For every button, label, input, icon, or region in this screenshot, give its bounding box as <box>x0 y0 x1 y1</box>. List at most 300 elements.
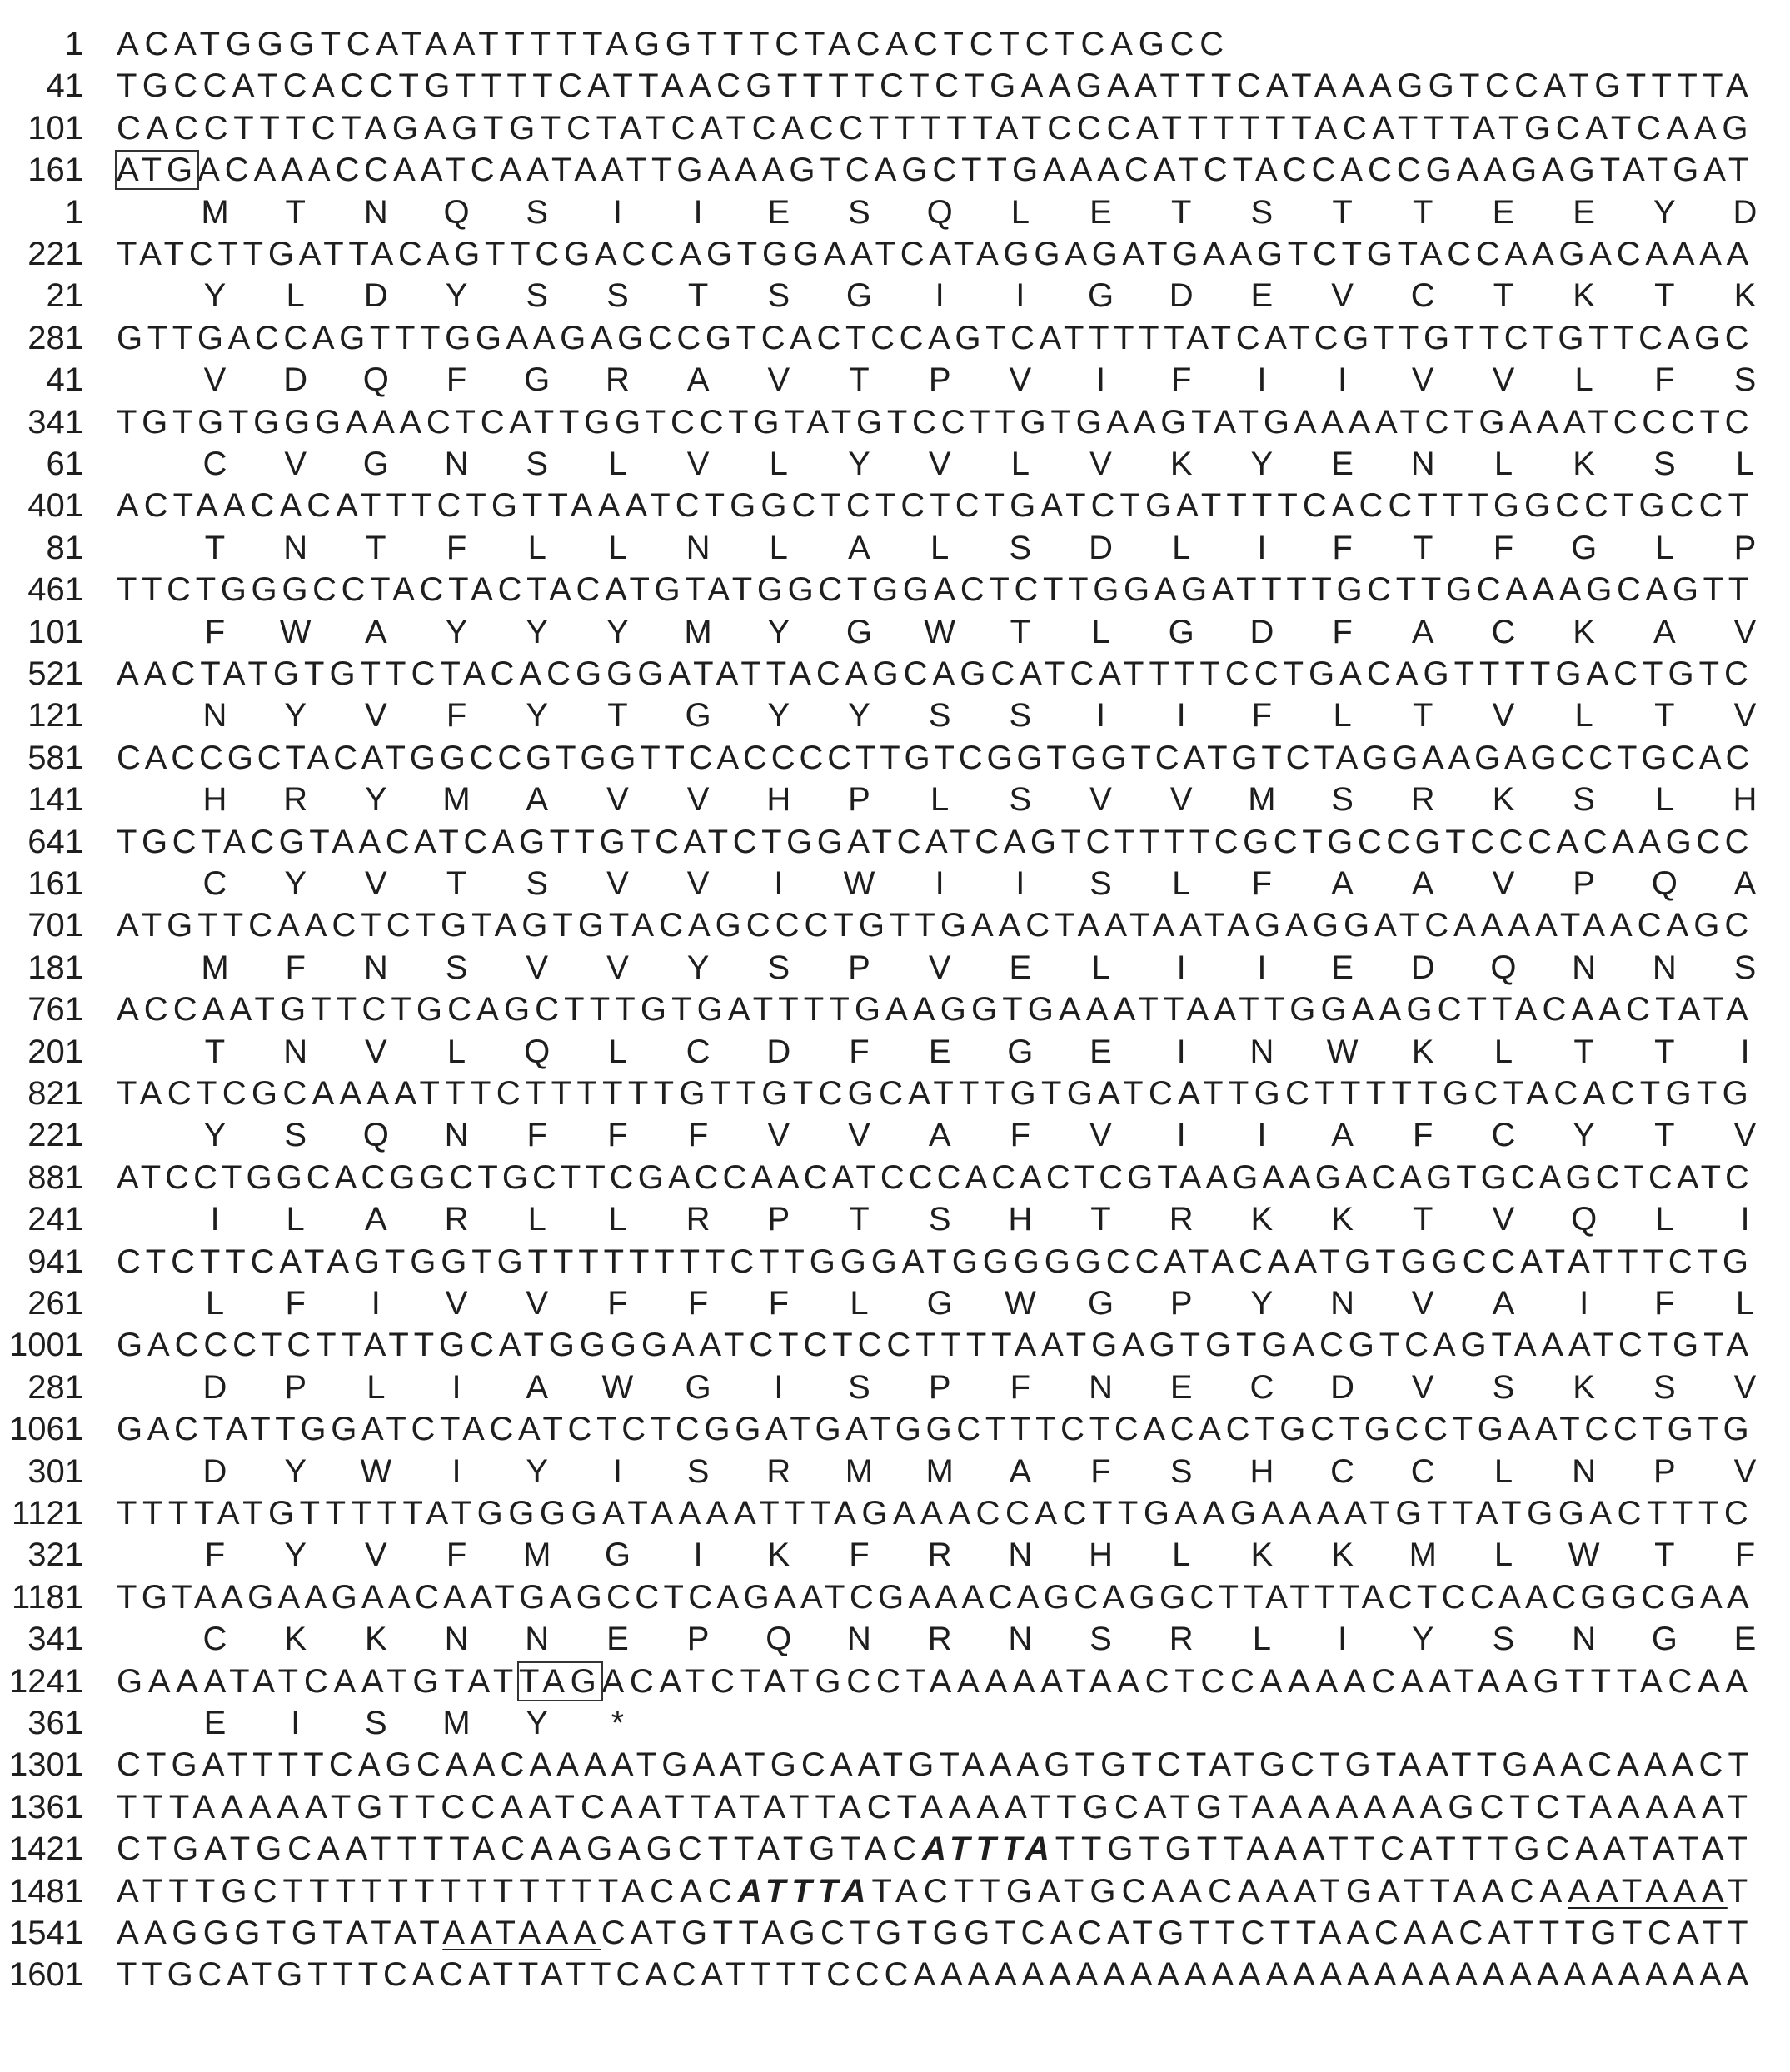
amino-acid-residue: V <box>928 446 951 482</box>
amino-acid-residue: M <box>201 949 229 986</box>
amino-acid-residue: E <box>1250 277 1274 315</box>
amino-acid-residue: V <box>365 865 387 902</box>
amino-acid-residue: I <box>935 277 945 315</box>
amino-acid-residue: T <box>285 193 306 231</box>
sequence-segment: CACCTTTCTAGAGTGTCTATCATCACCTTTTTATCCCATTTTTTACATTTATGCATCAAG <box>117 109 1754 147</box>
amino-acid-residue: S <box>1089 865 1112 902</box>
amino-acid-residue: K <box>767 1537 790 1574</box>
amino-acid-residue: S <box>526 865 549 902</box>
nucleotide-row <box>0 1661 1790 1702</box>
amino-acid-residue: N <box>444 446 469 482</box>
amino-acid-row <box>0 1451 1790 1492</box>
amino-acid-residue: D <box>202 1452 227 1490</box>
amino-acid-residue: A <box>686 361 710 399</box>
amino-acid-residue: L <box>1655 529 1674 566</box>
sequence-segment: TGCTACGTAACATCAGTTGTCATCTGGATCATCAGTCTTTTCGCTGCCGTCCCACAAGCC <box>117 823 1754 860</box>
amino-acid-residue: R <box>605 361 630 399</box>
amino-acid-residue: Q <box>1571 1201 1598 1238</box>
amino-acid-residue: Y <box>1411 1621 1434 1658</box>
amino-acid-residue: F <box>204 1537 226 1574</box>
amino-acid-residue: L <box>1735 1285 1755 1322</box>
amino-acid-residue: I <box>291 1705 301 1741</box>
amino-acid-residue: V <box>1492 865 1515 902</box>
amino-acid-residue: Q <box>362 1117 389 1154</box>
amino-acid-residue: * <box>611 1705 625 1741</box>
nucleotide-row <box>0 1073 1790 1114</box>
amino-acid-residue: M <box>442 1705 471 1741</box>
position-number: 941 <box>27 1243 83 1280</box>
amino-acid-residue: A <box>1492 1285 1515 1322</box>
amino-acid-residue: F <box>446 361 467 399</box>
amino-acid-residue: N <box>1089 1368 1113 1406</box>
codon-box: TAG <box>519 1662 602 1700</box>
position-number: 221 <box>27 236 83 272</box>
amino-acid-residue: T <box>1413 529 1433 566</box>
amino-acid-residue: V <box>767 1117 790 1154</box>
amino-acid-residue: T <box>1654 1537 1675 1574</box>
amino-acid-residue: Q <box>524 1033 551 1070</box>
nucleotide-sequence <box>117 653 1753 695</box>
amino-acid-residue: Y <box>767 697 790 735</box>
amino-acid-residue: F <box>1251 697 1273 735</box>
amino-acid-residue: W <box>924 613 956 650</box>
amino-acid-residue: F <box>526 1117 547 1154</box>
amino-acid-residue: V <box>1411 361 1434 399</box>
amino-acid-residue: N <box>847 1621 871 1658</box>
amino-acid-residue: Y <box>526 1705 549 1741</box>
nucleotide-sequence <box>117 821 1753 863</box>
amino-acid-residue: F <box>446 1537 467 1574</box>
position-number: 1301 <box>9 1746 83 1784</box>
sequence-segment: AACTATGTGTTCTACACGGGATATTACAGCAGCATCATTTTCCTGACAGTTTTGACTGTC <box>117 655 1753 692</box>
amino-acid-residue: A <box>1653 613 1676 650</box>
position-number: 1421 <box>9 1830 83 1868</box>
amino-acid-row <box>0 611 1790 653</box>
amino-acid-residue: N <box>1330 1285 1355 1322</box>
amino-acid-residue: L <box>1091 613 1110 650</box>
amino-acid-residue: I <box>1257 529 1267 566</box>
amino-acid-residue: I <box>612 193 622 231</box>
amino-acid-row <box>0 695 1790 736</box>
amino-acid-residue: F <box>607 1285 628 1322</box>
nucleotide-row <box>0 1954 1790 1995</box>
amino-acid-residue: I <box>693 1537 703 1574</box>
amino-acid-residue: V <box>1492 1201 1515 1238</box>
amino-acid-residue: Y <box>365 781 387 819</box>
nucleotide-row <box>0 569 1790 610</box>
amino-acid-row <box>0 947 1790 989</box>
amino-acid-residue: L <box>1493 1452 1513 1490</box>
amino-acid-residue: I <box>1095 361 1106 399</box>
amino-acid-residue: Y <box>848 697 870 735</box>
amino-acid-residue: D <box>363 277 388 315</box>
position-number: 401 <box>27 487 83 525</box>
sequence-segment: TGTAAGAAGAACAATGAGCCTCAGAATCGAAACAGCAGGCTTATTTACTCCAACGGCGAA <box>117 1578 1753 1616</box>
amino-acid-residue: F <box>1251 865 1273 902</box>
amino-acid-residue: R <box>766 1452 791 1490</box>
amino-acid-residue: G <box>926 1285 953 1322</box>
position-number: 1181 <box>11 1578 83 1616</box>
amino-acid-residue: T <box>204 529 226 566</box>
amino-acid-residue: T <box>1654 1033 1675 1070</box>
nucleotide-row <box>0 821 1790 863</box>
amino-acid-residue: Y <box>203 1117 227 1154</box>
amino-acid-row <box>0 359 1790 401</box>
amino-acid-residue: N <box>1008 1537 1033 1574</box>
amino-acid-row <box>0 1702 1790 1744</box>
amino-acid-residue: S <box>767 277 790 315</box>
amino-acid-residue: G <box>1571 529 1598 566</box>
amino-acid-residue: Q <box>1490 949 1517 986</box>
nucleotide-sequence <box>117 1241 1753 1283</box>
amino-acid-residue: Y <box>284 865 307 902</box>
amino-acid-residue: G <box>685 697 711 735</box>
amino-acid-residue: E <box>1492 193 1515 231</box>
amino-acid-row <box>0 275 1790 316</box>
amino-acid-residue: S <box>1653 446 1676 482</box>
amino-acid-residue: D <box>1410 949 1435 986</box>
amino-acid-residue: H <box>766 781 791 819</box>
amino-acid-residue: I <box>693 193 703 231</box>
position-number: 1001 <box>9 1327 83 1364</box>
amino-acid-residue: P <box>928 1368 951 1406</box>
amino-acid-residue: L <box>446 1033 466 1070</box>
amino-acid-residue: L <box>608 529 627 566</box>
sequence-segment: ACCAATGTTCTGCAGCTTTGTGATTTTGAAGGTGAAATTAATTGGAAGCTTACAACTATA <box>117 991 1753 1029</box>
amino-acid-residue: T <box>1332 193 1353 231</box>
amino-acid-residue: Q <box>443 193 470 231</box>
amino-acid-residue: S <box>686 1452 710 1490</box>
nucleotide-sequence <box>117 1954 1753 1995</box>
amino-acid-residue: H <box>1089 1537 1113 1574</box>
sequence-segment: TTTTATGTTTTTATGGGGATAAAATTTAGAAACCACTTGAAGAAAATGTTATGGACTTTC <box>117 1495 1754 1532</box>
amino-acid-residue: S <box>526 193 549 231</box>
amino-acid-residue: V <box>848 1117 870 1154</box>
amino-acid-residue: L <box>769 446 788 482</box>
amino-acid-residue: V <box>686 446 710 482</box>
amino-acid-residue: Y <box>767 613 790 650</box>
amino-acid-residue: V <box>1169 781 1193 819</box>
sequence-segment: CTGATTTTCAGCAACAAAATGAATGCAATGTAAAGTGTCTATGCTGTAATTGAACAAACT <box>117 1746 1754 1784</box>
sequence-segment: TACTTGATGCAACAAATGATTAACA <box>871 1872 1568 1910</box>
amino-acid-residue: V <box>284 446 307 482</box>
amino-acid-residue: S <box>767 949 790 986</box>
amino-acid-row <box>0 779 1790 820</box>
amino-acid-residue: S <box>928 697 951 735</box>
amino-acid-residue: P <box>1733 529 1757 566</box>
amino-acid-residue: L <box>527 1201 546 1238</box>
amino-acid-residue: I <box>1176 949 1186 986</box>
nucleotide-sequence <box>117 904 1753 946</box>
amino-acid-residue: K <box>1331 1201 1354 1238</box>
amino-acid-residue: I <box>774 865 784 902</box>
position-number: 301 <box>27 1452 83 1490</box>
sequence-segment: TTCTGGGCCTACTACTACATGTATGGCTGGACTCTTGGAGATTTTGCTTGCAAAGCAGTT <box>117 571 1753 609</box>
amino-acid-residue: R <box>1410 781 1435 819</box>
nucleotide-sequence <box>117 23 1229 65</box>
amino-acid-residue: L <box>930 529 950 566</box>
amino-acid-residue: T <box>1654 277 1675 315</box>
amino-acid-residue: Q <box>765 1621 792 1658</box>
amino-acid-residue: T <box>849 1201 870 1238</box>
sequence-segment: ATTTGCTTTTTTTTTTTTTACAC <box>117 1872 738 1910</box>
amino-acid-residue: R <box>927 1621 952 1658</box>
sequence-segment: ACAAACCAATCAATAATTGAAAGTCAGCTTGAAACATCTACCACCGAAGAGTATGAT <box>197 152 1754 189</box>
position-number: 361 <box>27 1705 83 1741</box>
amino-acid-residue: L <box>1333 697 1352 735</box>
amino-acid-residue: F <box>1734 1537 1756 1574</box>
sequence-segment: TTTAAAAATGTTCCAATCAATTATATTACTAAAATTGCATGTAAAAAAAGCTCTAAAAAT <box>117 1788 1754 1825</box>
amino-acid-residue: E <box>1733 1621 1757 1658</box>
amino-acid-residue: S <box>526 446 549 482</box>
amino-acid-residue: T <box>1170 193 1192 231</box>
amino-acid-residue: T <box>1654 1117 1675 1154</box>
amino-acid-residue: I <box>1338 361 1348 399</box>
amino-acid-residue: I <box>1176 1117 1186 1154</box>
amino-acid-residue: A <box>1009 1452 1032 1490</box>
amino-acid-residue: V <box>203 361 227 399</box>
amino-acid-residue: F <box>1010 1117 1031 1154</box>
amino-acid-residue: R <box>686 1201 711 1238</box>
amino-acid-residue: V <box>1089 781 1112 819</box>
amino-acid-residue: V <box>1331 277 1354 315</box>
position-number: 181 <box>27 949 83 986</box>
position-number: 821 <box>27 1075 83 1112</box>
position-number: 761 <box>27 991 83 1029</box>
nucleotide-row <box>0 317 1790 359</box>
amino-acid-residue: C <box>202 446 227 482</box>
amino-acid-residue: V <box>686 865 710 902</box>
amino-acid-residue: T <box>607 697 628 735</box>
amino-acid-residue: T <box>1413 193 1433 231</box>
nucleotide-sequence <box>117 65 1753 107</box>
amino-acid-residue: T <box>1493 277 1514 315</box>
amino-acid-residue: W <box>1568 1537 1600 1574</box>
amino-acid-residue: L <box>1091 949 1110 986</box>
nucleotide-sequence <box>117 1408 1753 1450</box>
nucleotide-sequence <box>117 1157 1753 1198</box>
amino-acid-residue: W <box>279 613 312 650</box>
amino-acid-residue: F <box>849 1537 870 1574</box>
amino-acid-residue: F <box>285 949 306 986</box>
nucleotide-row <box>0 1828 1790 1870</box>
amino-acid-residue: V <box>365 1537 387 1574</box>
amino-acid-residue: N <box>283 529 308 566</box>
amino-acid-residue: S <box>1331 781 1354 819</box>
amino-acid-residue: T <box>687 277 709 315</box>
amino-acid-residue: G <box>845 277 873 315</box>
amino-acid-residue: I <box>1740 1201 1750 1238</box>
amino-acid-residue: F <box>687 1117 709 1154</box>
attta-motif: ATTTA <box>737 1872 872 1910</box>
sequence-segment: GACCCTCTTATTGCATGGGGAATCTCTCCTTTTAATGAGTGTGACGTCAGTAAATCTGTA <box>117 1327 1754 1364</box>
amino-acid-residue: W <box>360 1452 392 1490</box>
amino-acid-residue: A <box>1411 613 1434 650</box>
amino-acid-residue: N <box>1410 446 1435 482</box>
position-number: 1 <box>64 193 83 231</box>
position-number: 161 <box>27 152 83 189</box>
position-number: 461 <box>27 571 83 609</box>
position-number: 141 <box>27 781 83 819</box>
amino-acid-residue: C <box>202 865 227 902</box>
amino-acid-residue: R <box>927 1537 952 1574</box>
amino-acid-residue: P <box>686 1621 710 1658</box>
amino-acid-residue: F <box>1332 613 1353 650</box>
amino-acid-residue: E <box>767 193 790 231</box>
amino-acid-residue: D <box>283 361 308 399</box>
amino-acid-residue: D <box>1169 277 1194 315</box>
sequence-segment: GTTGACCAGTTTGGAAGAGCCGTCACTCCAGTCATTTTTATCATCGTTGTTCTGTTCAGC <box>117 319 1754 356</box>
amino-acid-residue: L <box>527 529 546 566</box>
sequence-segment: TTGCATGTTTCACATTATTCACATTTTCCCAAAAAAAAAAAAAAAAAAAAAAAAAAAAAAA <box>117 1956 1754 1994</box>
nucleotide-sequence <box>117 1870 1753 1912</box>
amino-acid-residue: M <box>442 781 471 819</box>
amino-acid-residue: I <box>451 1452 461 1490</box>
amino-acid-residue: K <box>1492 781 1515 819</box>
amino-acid-residue: L <box>1252 1621 1272 1658</box>
amino-acid-residue: K <box>1250 1537 1274 1574</box>
nucleotide-sequence <box>117 107 1753 149</box>
amino-acid-residue: V <box>767 361 790 399</box>
codon-box: ATG <box>117 152 198 189</box>
amino-acid-residue: L <box>1735 446 1755 482</box>
nucleotide-row <box>0 653 1790 695</box>
nucleotide-sequence <box>117 1324 1753 1366</box>
amino-acid-residue: I <box>371 1285 381 1322</box>
nucleotide-row <box>0 401 1790 443</box>
amino-acid-residue: M <box>201 193 229 231</box>
nucleotide-row <box>0 904 1790 946</box>
amino-acid-residue: V <box>1733 697 1757 735</box>
position-number: 81 <box>46 529 83 566</box>
position-number: 21 <box>46 277 83 315</box>
amino-acid-residue: A <box>848 529 870 566</box>
amino-acid-residue: S <box>1169 1452 1193 1490</box>
amino-acid-residue: S <box>1250 193 1274 231</box>
position-number: 41 <box>46 361 83 399</box>
amino-acid-residue: N <box>686 529 711 566</box>
amino-acid-residue: I <box>1740 1033 1750 1070</box>
amino-acid-residue: V <box>1733 1452 1757 1490</box>
amino-acid-residue: T <box>1090 1201 1111 1238</box>
nucleotide-row <box>0 1786 1790 1828</box>
amino-acid-residue: L <box>608 446 627 482</box>
amino-acid-residue: V <box>1492 361 1515 399</box>
amino-acid-residue: H <box>1249 1452 1274 1490</box>
amino-acid-residue: I <box>1015 277 1025 315</box>
amino-acid-residue: E <box>203 1705 227 1741</box>
amino-acid-residue: E <box>1009 949 1032 986</box>
amino-acid-residue: E <box>1331 949 1354 986</box>
amino-acid-residue: C <box>686 1033 711 1070</box>
amino-acid-residue: T <box>446 865 467 902</box>
amino-acid-residue: E <box>1169 1368 1193 1406</box>
amino-acid-residue: Y <box>445 277 468 315</box>
amino-acid-residue: T <box>366 529 386 566</box>
amino-acid-residue: E <box>1089 193 1112 231</box>
amino-acid-residue: G <box>524 361 551 399</box>
amino-acid-residue: L <box>286 277 305 315</box>
amino-acid-residue: Y <box>1653 193 1676 231</box>
amino-acid-row <box>0 1031 1790 1073</box>
position-number: 581 <box>27 739 83 776</box>
amino-acid-residue: L <box>286 1201 305 1238</box>
amino-acid-residue: F <box>1493 529 1514 566</box>
amino-acid-residue: N <box>363 193 388 231</box>
amino-acid-residue: N <box>1572 1621 1597 1658</box>
amino-acid-residue: W <box>1326 1033 1359 1070</box>
amino-acid-residue: N <box>444 1621 469 1658</box>
amino-acid-residue: K <box>284 1621 307 1658</box>
nucleotide-row <box>0 1870 1790 1912</box>
amino-acid-residue: I <box>1176 1033 1186 1070</box>
amino-acid-residue: L <box>366 1368 386 1406</box>
amino-acid-residue: N <box>444 1117 469 1154</box>
amino-acid-residue: I <box>774 1368 784 1406</box>
amino-acid-residue: E <box>1331 446 1354 482</box>
amino-acid-residue: F <box>285 1285 306 1322</box>
position-number: 1361 <box>9 1788 83 1825</box>
nucleotide-row <box>0 1576 1790 1618</box>
nucleotide-sequence <box>117 1744 1753 1786</box>
amino-acid-residue: P <box>848 781 870 819</box>
amino-acid-residue: S <box>1573 781 1595 819</box>
amino-acid-residue: K <box>1573 613 1595 650</box>
position-number: 161 <box>27 865 83 902</box>
amino-acid-residue: F <box>849 1033 870 1070</box>
amino-acid-residue: V <box>1009 361 1032 399</box>
amino-acid-residue: G <box>845 613 873 650</box>
amino-acid-residue: F <box>1010 1368 1031 1406</box>
amino-acid-residue: G <box>1087 277 1114 315</box>
amino-acid-residue: V <box>606 949 629 986</box>
amino-acid-residue: L <box>608 1033 627 1070</box>
amino-acid-residue: D <box>1249 613 1274 650</box>
amino-acid-residue: V <box>606 865 629 902</box>
amino-acid-residue: C <box>1410 277 1435 315</box>
amino-acid-residue: L <box>1010 193 1030 231</box>
position-number: 101 <box>27 109 83 147</box>
amino-acid-residue: L <box>1172 529 1191 566</box>
amino-acid-row <box>0 192 1790 233</box>
amino-acid-residue: T <box>849 361 870 399</box>
nucleotide-sequence <box>117 1073 1753 1114</box>
amino-acid-row <box>0 1114 1790 1156</box>
nucleotide-row <box>0 1492 1790 1534</box>
amino-acid-residue: H <box>202 781 227 819</box>
nucleotide-row <box>0 233 1790 275</box>
amino-acid-residue: E <box>928 1033 951 1070</box>
amino-acid-row <box>0 527 1790 569</box>
amino-acid-residue: S <box>445 949 468 986</box>
sequence-segment: TGTGTGGGAAACTCATTGGTCCTGTATGTCCTTGTGAAGTATGAAAATCTGAAATCCCTC <box>117 403 1754 441</box>
nucleotide-sequence <box>117 233 1753 275</box>
amino-acid-residue: S <box>848 1368 870 1406</box>
position-number: 1241 <box>9 1662 83 1700</box>
amino-acid-residue: S <box>1733 361 1757 399</box>
amino-acid-residue: P <box>1653 1452 1676 1490</box>
amino-acid-residue: N <box>1572 949 1597 986</box>
amino-acid-residue: I <box>1257 1117 1267 1154</box>
nucleotide-row <box>0 149 1790 191</box>
amino-acid-residue: V <box>365 1033 387 1070</box>
amino-acid-residue: E <box>1573 193 1595 231</box>
sequence-segment: ACATGGGTCATAATTTTTAGGTTTCTACACTCTCTCAGCC <box>117 26 1229 62</box>
amino-acid-residue: G <box>1651 1621 1678 1658</box>
amino-acid-residue: F <box>607 1117 628 1154</box>
amino-acid-residue: A <box>526 1368 549 1406</box>
amino-acid-residue: Y <box>526 613 549 650</box>
